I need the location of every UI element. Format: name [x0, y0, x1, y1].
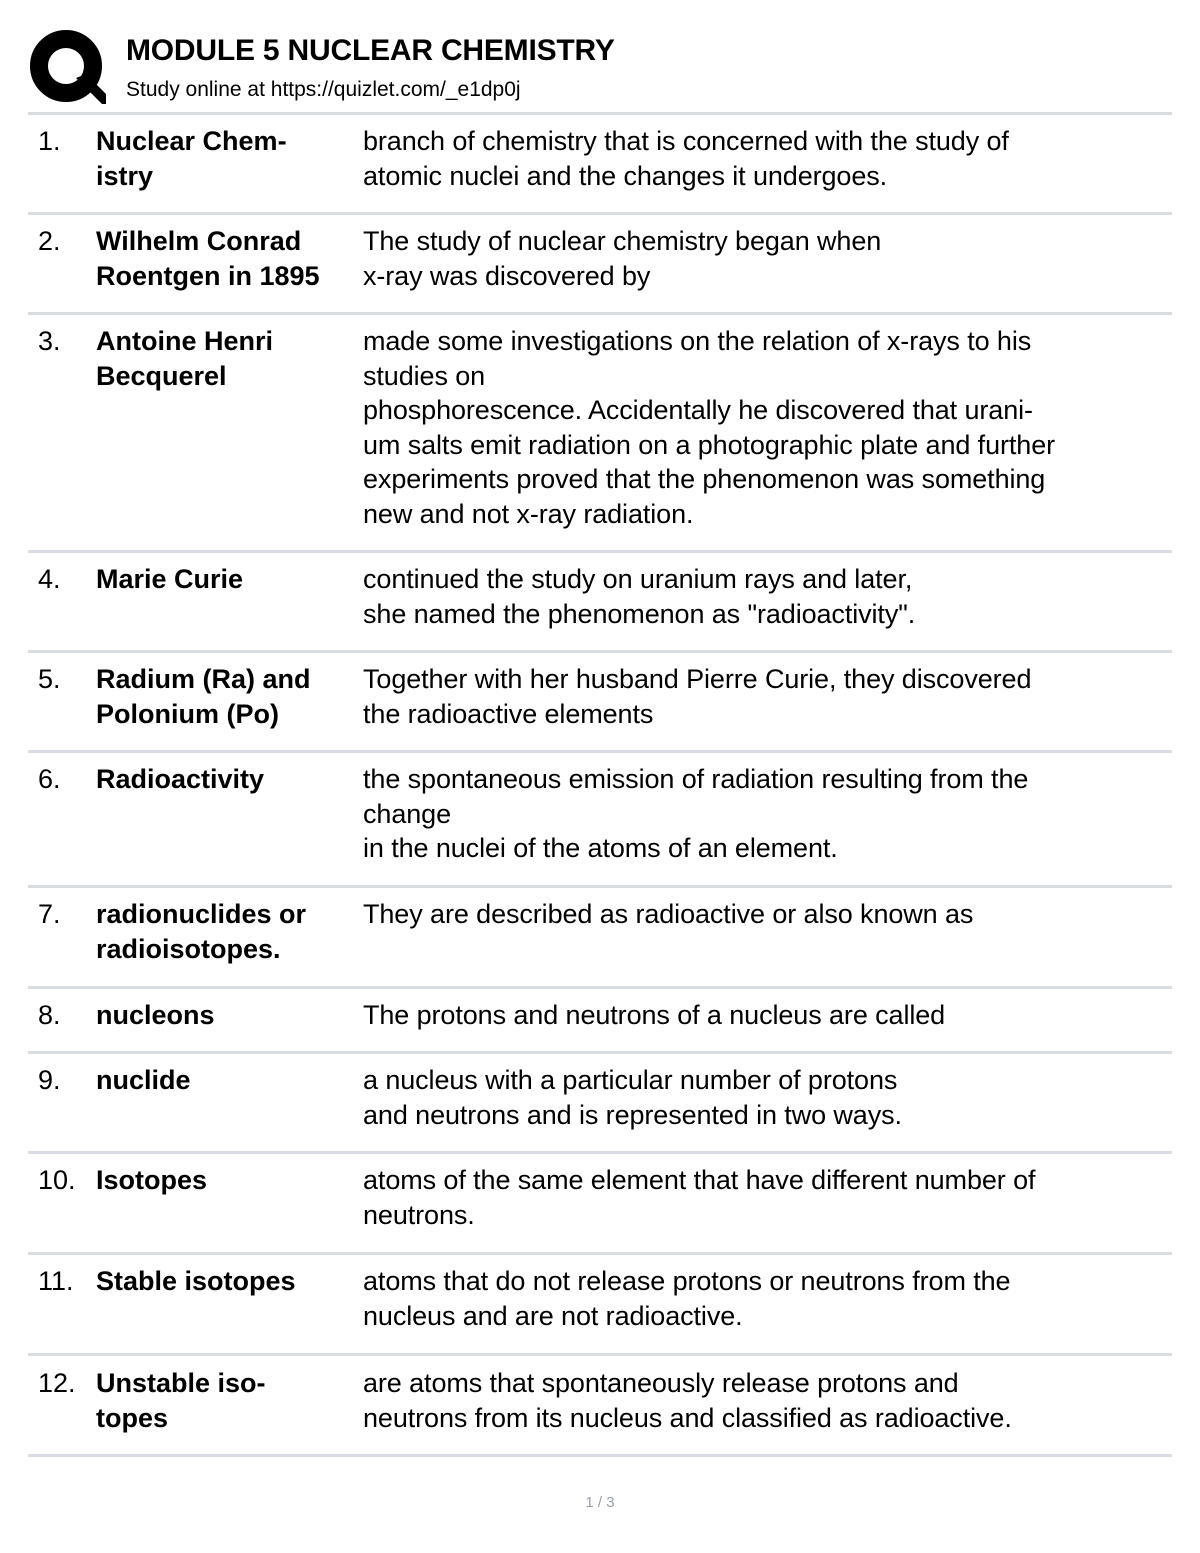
term-row	[28, 553, 1172, 653]
term-title: Radioactivity	[96, 764, 265, 794]
terms-table	[28, 115, 1172, 1457]
term-number: 10.	[38, 1165, 76, 1195]
term-row	[28, 1255, 1172, 1356]
term-title: nucleons	[96, 1000, 215, 1030]
term-row	[28, 315, 1172, 553]
quizlet-logo	[28, 28, 108, 108]
term-definition: made some investigations on the relation of x-rays to his studies on phosphorescence. Accidentally he discovered that urani- um salts emit radiation on a photographic plate and further experiments proved that the phenomenon was something new and not x-ray radiation.	[363, 326, 1056, 529]
page-title: MODULE 5 NUCLEAR CHEMISTRY	[126, 34, 615, 67]
term-number: 12.	[38, 1368, 76, 1398]
term-number: 3.	[38, 326, 61, 356]
term-number: 1.	[38, 126, 61, 156]
term-definition: atoms of the same element that have different number of neutrons.	[363, 1165, 1036, 1230]
term-number: 11.	[38, 1266, 74, 1296]
term-definition: The study of nuclear chemistry began when x-ray was discovered by	[363, 226, 882, 291]
term-row	[28, 1054, 1172, 1154]
term-row	[28, 753, 1172, 888]
page-number: 1 / 3	[585, 1494, 615, 1511]
term-definition: continued the study on uranium rays and later, she named the phenomenon as "radioactivity".	[363, 564, 916, 629]
term-title: Stable isotopes	[96, 1266, 296, 1296]
term-number: 7.	[38, 899, 61, 929]
term-definition: They are described as radioactive or also known as	[363, 899, 974, 929]
term-title: nuclide	[96, 1065, 191, 1095]
term-title: Marie Curie	[96, 564, 244, 594]
term-number: 4.	[38, 564, 61, 594]
term-number: 2.	[38, 226, 61, 256]
term-number: 8.	[38, 1000, 61, 1030]
term-title: Antoine Henri Becquerel	[96, 326, 274, 391]
term-definition: the spontaneous emission of radiation resulting from the change in the nuclei of the atoms of an element.	[363, 764, 1029, 863]
term-definition: The protons and neutrons of a nucleus are called	[363, 1000, 946, 1030]
term-definition: are atoms that spontaneously release protons and neutrons from its nucleus and classified as radioactive.	[363, 1368, 1012, 1433]
term-row	[28, 653, 1172, 753]
term-number: 5.	[38, 664, 61, 694]
term-definition: atoms that do not release protons or neutrons from the nucleus and are not radioactive.	[363, 1266, 1011, 1331]
term-title: Nuclear Chem- istry	[96, 126, 287, 191]
term-row	[28, 888, 1172, 989]
term-number: 6.	[38, 764, 61, 794]
term-title: radionuclides or radioisotopes.	[96, 899, 307, 964]
term-definition: a nucleus with a particular number of protons and neutrons and is represented in two ways.	[363, 1065, 902, 1130]
term-title: Radium (Ra) and Polonium (Po)	[96, 664, 311, 729]
study-online-link[interactable]: Study online at https://quizlet.com/_e1dp0j	[126, 78, 521, 101]
term-number: 9.	[38, 1065, 61, 1095]
term-title: Isotopes	[96, 1165, 208, 1195]
term-definition: branch of chemistry that is concerned with the study of atomic nuclei and the changes it undergoes.	[363, 126, 1009, 191]
term-title: Unstable iso- topes	[96, 1368, 266, 1433]
term-row	[28, 215, 1172, 315]
term-row	[28, 115, 1172, 215]
term-row	[28, 1356, 1172, 1457]
term-row	[28, 1154, 1172, 1255]
term-definition: Together with her husband Pierre Curie, they discovered the radioactive elements	[363, 664, 1032, 729]
page-header	[28, 28, 1178, 114]
term-row	[28, 989, 1172, 1054]
term-title: Wilhelm Conrad Roentgen in 1895	[96, 226, 320, 291]
